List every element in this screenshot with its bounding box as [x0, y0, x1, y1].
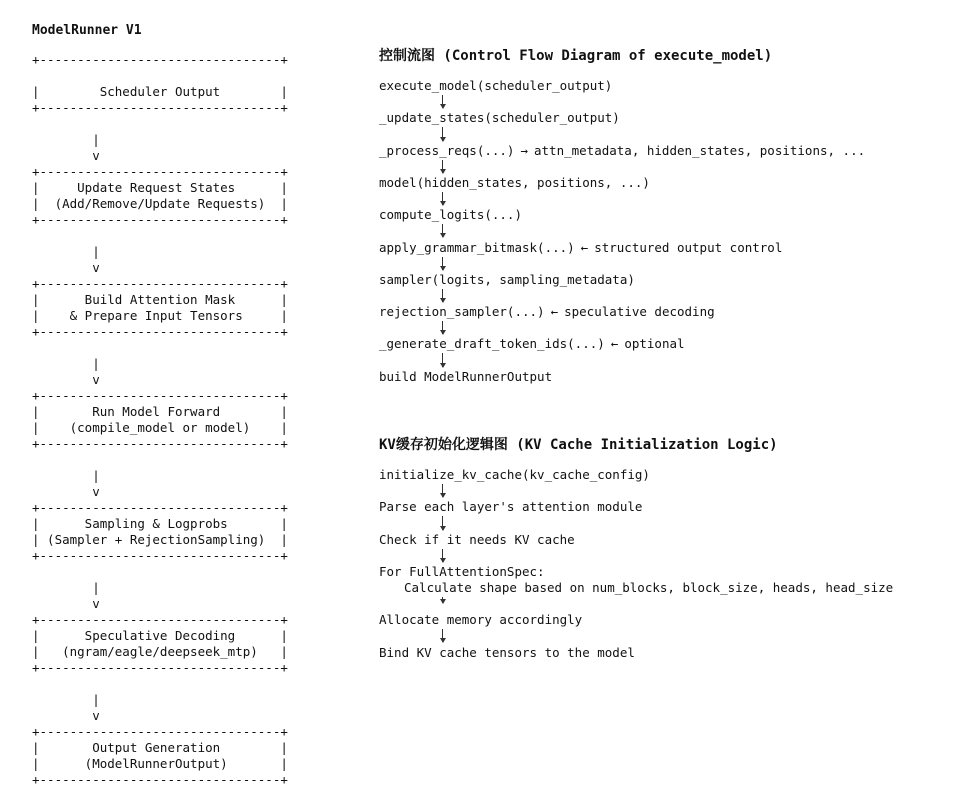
left-arrow-icon: ← — [580, 239, 589, 255]
flow-step-label: rejection_sampler(...) — [379, 304, 545, 320]
flow-step-label: _generate_draft_token_ids(...) — [379, 336, 605, 352]
flow-step — [379, 564, 893, 596]
flow-connector: | v — [92, 468, 100, 499]
down-arrow-icon — [442, 597, 443, 603]
diagram-title: ModelRunner V1 — [32, 23, 142, 38]
down-arrow-icon — [442, 549, 443, 562]
down-arrow-icon — [442, 160, 443, 173]
flow-box: +--------------------------------+ | Update Request States | | (Add/Remove/Update Requests) | +--------------------------------+ — [32, 164, 288, 227]
flow-step-note: optional — [624, 336, 685, 352]
flow-step — [379, 612, 582, 628]
down-arrow-icon — [442, 484, 443, 497]
flow-step-label: compute_logits(...) — [379, 207, 522, 223]
left-arrow-icon: ← — [550, 304, 559, 320]
flow-step-label: _process_reqs(...) — [379, 142, 515, 158]
down-arrow-icon — [442, 95, 443, 108]
flow-step-label: _update_states(scheduler_output) — [379, 110, 620, 126]
down-arrow-icon — [442, 192, 443, 205]
flow-box-label: | Output Generation | — [32, 740, 288, 755]
flow-step — [379, 175, 650, 191]
flow-step-note: speculative decoding — [564, 304, 715, 320]
flow-step — [379, 645, 635, 661]
down-arrow-icon — [442, 224, 443, 237]
flow-step-note: structured output control — [594, 239, 783, 255]
flow-box-label: | Build Attention Mask | — [32, 292, 288, 307]
flow-box-label: | & Prepare Input Tensors | — [32, 308, 288, 323]
flow-box: +--------------------------------+ | Output Generation | | (ModelRunnerOutput) | +--------------------------------+ — [32, 724, 288, 787]
flow-step — [379, 207, 522, 223]
down-arrow-icon — [442, 257, 443, 270]
flow-box-label: | Sampling & Logprobs | — [32, 516, 288, 531]
down-arrow-icon — [442, 353, 443, 366]
flow-step-label: Bind KV cache tensors to the model — [379, 644, 635, 660]
flow-step-note: attn_metadata, hidden_states, positions, ... — [534, 142, 866, 158]
flow-box: +--------------------------------+ | Scheduler Output | +--------------------------------+ — [32, 52, 288, 115]
flow-connector: | v — [92, 356, 100, 387]
flow-step-label: Parse each layer's attention module — [379, 499, 643, 515]
down-arrow-icon — [442, 321, 443, 334]
flow-box-label: | Run Model Forward | — [32, 404, 288, 419]
flow-box-label: | Scheduler Output | — [32, 84, 288, 99]
down-arrow-icon — [442, 289, 443, 302]
flow-step-label: model(hidden_states, positions, ...) — [379, 174, 650, 190]
flow-connector: | v — [92, 580, 100, 611]
flow-step — [379, 304, 715, 320]
flow-step-label: For FullAttentionSpec: — [379, 563, 545, 579]
flow-step-label: execute_model(scheduler_output) — [379, 78, 613, 93]
flow-connector: | v — [92, 692, 100, 723]
flow-box-label: | Speculative Decoding | — [32, 628, 288, 643]
flow-step-label: build ModelRunnerOutput — [379, 368, 553, 384]
flow-step — [379, 110, 620, 126]
flow-box-label: | (ModelRunnerOutput) | — [32, 756, 288, 771]
kv-cache-title: KV缓存初始化逻辑图 (KV Cache Initialization Logic) — [379, 437, 778, 453]
flow-step-label: Allocate memory accordingly — [379, 612, 583, 628]
down-arrow-icon — [442, 127, 443, 140]
left-arrow-icon: ← — [610, 336, 619, 352]
flow-step — [379, 240, 782, 256]
flow-box: +--------------------------------+ | Build Attention Mask | | & Prepare Input Tensors | +--------------------------------+ — [32, 276, 288, 339]
flow-box-label: | (compile_model or model) | — [32, 420, 288, 435]
flow-step — [379, 369, 552, 385]
flow-box: +--------------------------------+ | Speculative Decoding | | (ngram/eagle/deepseek_mtp) | +--------------------------------+ — [32, 612, 288, 675]
flow-box-label: | Update Request States | — [32, 180, 288, 195]
flow-step — [379, 78, 612, 94]
flow-step-label: Check if it needs KV cache — [379, 531, 575, 547]
left-ascii-flow — [32, 52, 288, 788]
flow-box: +--------------------------------+ | Sampling & Logprobs | | (Sampler + RejectionSampling) | +--------------------------------+ — [32, 500, 288, 563]
flow-step-label: initialize_kv_cache(kv_cache_config) — [379, 467, 650, 482]
flow-step-label: sampler(logits, sampling_metadata) — [379, 271, 635, 287]
flow-step-label: apply_grammar_bitmask(...) — [379, 239, 575, 255]
down-arrow-icon — [442, 629, 443, 642]
flow-step — [379, 532, 575, 548]
flow-box-label: | (Add/Remove/Update Requests) | — [32, 196, 288, 211]
flow-connector: | v — [92, 244, 100, 275]
flow-box-label: | (Sampler + RejectionSampling) | — [32, 532, 288, 547]
right-arrow-icon: → — [520, 142, 528, 158]
flow-box: +--------------------------------+ | Run Model Forward | | (compile_model or model) | +--------------------------------+ — [32, 388, 288, 451]
flow-box-label: | (ngram/eagle/deepseek_mtp) | — [32, 644, 288, 659]
flow-step — [379, 336, 685, 352]
down-arrow-icon — [442, 516, 443, 529]
flow-step — [379, 143, 865, 159]
flow-connector: | v — [92, 132, 100, 163]
control-flow-title: 控制流图 (Control Flow Diagram of execute_model) — [379, 48, 773, 64]
flow-step — [379, 272, 635, 288]
flow-step — [379, 499, 642, 515]
flow-step-detail: Calculate shape based on num_blocks, block_size, heads, head_size — [404, 579, 894, 595]
flow-step — [379, 467, 650, 483]
